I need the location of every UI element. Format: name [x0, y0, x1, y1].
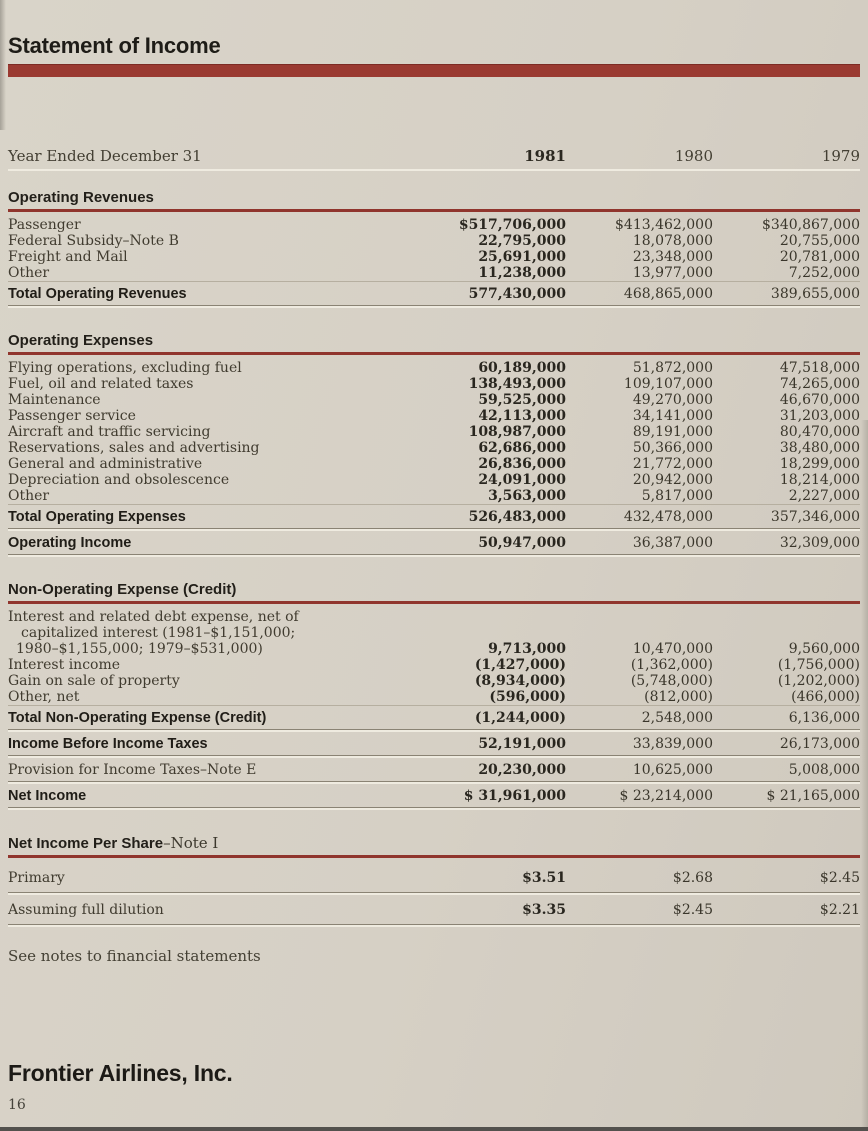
row-value-1979: 80,470,000 — [779, 424, 860, 440]
row-value-1979: 6,136,000 — [788, 710, 860, 726]
row-value-1980: 13,977,000 — [632, 265, 713, 281]
column-header-1981: 1981 — [524, 147, 566, 165]
table-row — [8, 706, 860, 729]
table-column-header — [8, 147, 860, 169]
row-value-1979: 38,480,000 — [779, 440, 860, 456]
row-value-1981: (596,000) — [489, 689, 566, 705]
row-value-1979: 32,309,000 — [779, 535, 860, 551]
row-value-1981: 59,525,000 — [478, 392, 566, 408]
row-value-1979: (466,000) — [791, 689, 860, 705]
row-label: Total Operating Revenues — [8, 286, 187, 302]
row-label: Fuel, oil and related taxes — [8, 376, 194, 392]
row-value-1979: $2.21 — [819, 902, 860, 918]
row-value-1981: 108,987,000 — [468, 424, 566, 440]
section-title-text: Operating Expenses — [8, 332, 154, 349]
row-value-1981: 138,493,000 — [468, 376, 566, 392]
table-row — [8, 488, 860, 504]
row-label: Operating Income — [8, 535, 132, 551]
section-title — [8, 332, 860, 349]
row-value-1979: $ 21,165,000 — [766, 788, 860, 804]
section-accent-rule — [8, 601, 860, 604]
row-value-1981: (1,244,000) — [474, 710, 566, 726]
table-row — [8, 732, 860, 755]
table-row — [8, 217, 860, 233]
row-value-1980: 33,839,000 — [632, 736, 713, 752]
year-ended-label: Year Ended December 31 — [8, 147, 202, 165]
table-row — [8, 657, 860, 673]
row-value-1979: 2,227,000 — [788, 488, 860, 504]
row-label: General and administrative — [8, 456, 203, 472]
table-row — [8, 456, 860, 472]
section-operating-expenses — [8, 332, 860, 557]
table-row — [8, 424, 860, 440]
row-value-1979: 357,346,000 — [770, 509, 860, 525]
row-label: Primary — [8, 870, 65, 886]
row-value-1981: 26,836,000 — [478, 456, 566, 472]
section-title-text: Operating Revenues — [8, 189, 154, 206]
row-value-1981: (1,427,000) — [474, 657, 566, 673]
section-title-text: Non-Operating Expense (Credit) — [8, 581, 237, 598]
row-value-1981: 11,238,000 — [478, 265, 566, 281]
table-row — [8, 376, 860, 392]
column-header-1979: 1979 — [821, 147, 860, 165]
row-value-1981: 22,795,000 — [478, 233, 566, 249]
row-value-1979: 74,265,000 — [779, 376, 860, 392]
section-accent-rule — [8, 352, 860, 355]
section-non-operating-expense-credit — [8, 581, 860, 810]
row-value-1979: 46,670,000 — [779, 392, 860, 408]
scan-edge-right — [861, 420, 868, 1131]
row-value-1980: 23,348,000 — [632, 249, 713, 265]
table-row — [8, 673, 860, 689]
table-row — [8, 360, 860, 376]
row-label: Maintenance — [8, 392, 101, 408]
row-label: Interest income — [8, 657, 121, 673]
row-value-1981: 526,483,000 — [468, 509, 566, 525]
row-value-1979: (1,756,000) — [777, 657, 860, 673]
footnote: See notes to financial statements — [8, 947, 261, 965]
row-label: Net Income — [8, 788, 87, 804]
title-accent-bar — [8, 64, 860, 77]
row-label: Other — [8, 265, 50, 281]
table-row — [8, 472, 860, 488]
row-value-1980: (1,362,000) — [630, 657, 713, 673]
row-value-1979: $340,867,000 — [762, 217, 860, 233]
section-net-income-per-share — [8, 834, 860, 927]
table-row — [8, 233, 860, 249]
row-label: Income Before Income Taxes — [8, 736, 208, 752]
table-row — [8, 863, 860, 892]
row-value-1979: 20,781,000 — [779, 249, 860, 265]
row-divider — [8, 808, 860, 810]
table-row — [8, 249, 860, 265]
row-value-1981: 62,686,000 — [478, 440, 566, 456]
page-title: Statement of Income — [8, 33, 221, 58]
row-value-1980: (5,748,000) — [630, 673, 713, 689]
row-value-1979: 31,203,000 — [779, 408, 860, 424]
row-value-1980: 36,387,000 — [632, 535, 713, 551]
row-value-1979: 5,008,000 — [788, 762, 860, 778]
row-value-1979: 389,655,000 — [770, 286, 860, 302]
table-row — [8, 392, 860, 408]
table-row — [8, 758, 860, 781]
table-row — [8, 282, 860, 305]
row-label: Gain on sale of property — [8, 673, 180, 689]
row-value-1980: 18,078,000 — [632, 233, 713, 249]
row-value-1979: 26,173,000 — [779, 736, 860, 752]
row-label: Other, net — [8, 689, 80, 705]
section-title — [8, 581, 860, 598]
row-label: Aircraft and traffic servicing — [8, 424, 211, 440]
row-label: Interest and related debt expense, net of capitalized interest (1981–$1,151,000; 1980–$1,155,000; 1979–$531,000) — [8, 609, 299, 657]
company-name: Frontier Airlines, Inc. — [8, 1060, 233, 1086]
row-value-1981: 50,947,000 — [478, 535, 566, 551]
row-value-1980: 468,865,000 — [623, 286, 713, 302]
table-row — [8, 689, 860, 705]
table-row — [8, 440, 860, 456]
row-value-1979: (1,202,000) — [777, 673, 860, 689]
row-value-1981: 3,563,000 — [488, 488, 566, 504]
row-value-1981: $3.35 — [522, 902, 566, 918]
row-value-1981: 60,189,000 — [478, 360, 566, 376]
row-value-1980: 20,942,000 — [632, 472, 713, 488]
page-number: 16 — [8, 1097, 26, 1113]
row-value-1981: 25,691,000 — [478, 249, 566, 265]
table-row — [8, 609, 860, 657]
section-accent-rule — [8, 855, 860, 858]
row-value-1979: 20,755,000 — [779, 233, 860, 249]
column-header-1980: 1980 — [674, 147, 713, 165]
row-value-1979: 18,299,000 — [779, 456, 860, 472]
row-value-1980: 49,270,000 — [632, 392, 713, 408]
row-label: Depreciation and obsolescence — [8, 472, 230, 488]
row-value-1980: $2.68 — [672, 870, 713, 886]
row-value-1979: 18,214,000 — [779, 472, 860, 488]
row-value-1981: (8,934,000) — [474, 673, 566, 689]
row-value-1981: $517,706,000 — [458, 217, 566, 233]
row-value-1980: 89,191,000 — [632, 424, 713, 440]
row-value-1979: 9,560,000 — [788, 641, 860, 657]
row-divider — [8, 555, 860, 557]
table-row — [8, 895, 860, 924]
table-row — [8, 408, 860, 424]
section-title — [8, 834, 860, 852]
row-value-1981: 52,191,000 — [478, 736, 566, 752]
row-label: Federal Subsidy–Note B — [8, 233, 179, 249]
row-value-1980: 34,141,000 — [632, 408, 713, 424]
row-value-1979: $2.45 — [819, 870, 860, 886]
row-value-1980: $ 23,214,000 — [619, 788, 713, 804]
row-value-1981: 24,091,000 — [478, 472, 566, 488]
row-label: Flying operations, excluding fuel — [8, 360, 242, 376]
header-divider — [8, 169, 860, 171]
row-value-1980: 10,470,000 — [632, 641, 713, 657]
row-value-1980: 109,107,000 — [623, 376, 713, 392]
row-value-1980: $413,462,000 — [615, 217, 713, 233]
row-value-1981: $ 31,961,000 — [463, 788, 566, 804]
row-label: Passenger service — [8, 408, 136, 424]
row-value-1980: 21,772,000 — [632, 456, 713, 472]
row-value-1980: $2.45 — [672, 902, 713, 918]
section-operating-revenues — [8, 189, 860, 308]
row-divider — [8, 925, 860, 927]
row-value-1981: 9,713,000 — [488, 641, 566, 657]
row-label: Other — [8, 488, 50, 504]
row-value-1981: $3.51 — [522, 870, 566, 886]
row-value-1980: 51,872,000 — [632, 360, 713, 376]
row-value-1981: 577,430,000 — [468, 286, 566, 302]
section-title — [8, 189, 860, 206]
section-title-text: Net Income Per Share — [8, 835, 164, 852]
table-row — [8, 784, 860, 807]
section-accent-rule — [8, 209, 860, 212]
row-label: Provision for Income Taxes–Note E — [8, 762, 257, 778]
row-divider — [8, 306, 860, 308]
table-row — [8, 265, 860, 281]
table-row — [8, 531, 860, 554]
row-value-1980: 10,625,000 — [632, 762, 713, 778]
scan-edge-left — [0, 0, 6, 130]
statement-table — [8, 189, 860, 927]
row-value-1979: 7,252,000 — [788, 265, 860, 281]
row-value-1980: 432,478,000 — [623, 509, 713, 525]
row-label: Assuming full dilution — [8, 902, 164, 918]
row-label: Total Non-Operating Expense (Credit) — [8, 710, 267, 726]
row-value-1980: 2,548,000 — [641, 710, 713, 726]
row-value-1979: 47,518,000 — [779, 360, 860, 376]
row-label: Passenger — [8, 217, 81, 233]
row-value-1980: 50,366,000 — [632, 440, 713, 456]
row-label: Total Operating Expenses — [8, 509, 186, 525]
row-value-1981: 42,113,000 — [478, 408, 566, 424]
row-label: Reservations, sales and advertising — [8, 440, 260, 456]
row-value-1980: (812,000) — [644, 689, 713, 705]
section-title-note: –Note I — [163, 834, 219, 852]
table-row — [8, 505, 860, 528]
row-value-1980: 5,817,000 — [641, 488, 713, 504]
row-value-1981: 20,230,000 — [478, 762, 566, 778]
scan-edge-bottom — [0, 1127, 868, 1131]
row-label: Freight and Mail — [8, 249, 128, 265]
